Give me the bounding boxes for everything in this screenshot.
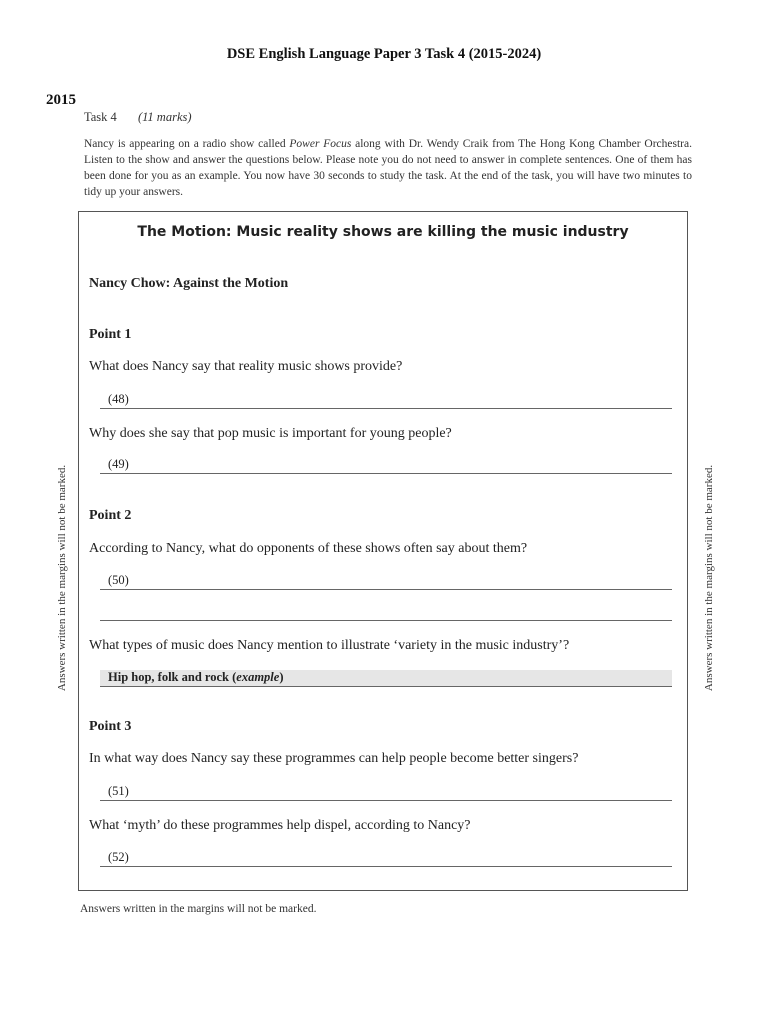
point-3-heading: Point 3 (89, 719, 132, 734)
question-48: What does Nancy say that reality music shows provide? (89, 359, 403, 374)
document-title: DSE English Language Paper 3 Task 4 (2015-2024) (226, 46, 542, 62)
answer-line-50-extra[interactable] (100, 604, 672, 621)
task-header (84, 110, 192, 125)
instructions-text-1: Nancy is appearing on a radio show called (84, 138, 290, 150)
year-heading: 2015 (46, 92, 76, 108)
example-answer: Hip hop, folk and rock (example) (108, 670, 284, 684)
point-1-heading: Point 1 (89, 327, 132, 342)
task-label: Task 4 (84, 110, 117, 124)
answer-line-51[interactable] (100, 784, 672, 801)
question-50: According to Nancy, what do opponents of these shows often say about them? (89, 541, 528, 556)
question-number-49: (49) (108, 457, 129, 471)
question-number-50: (50) (108, 573, 129, 587)
right-margin-note: Answers written in the margins will not be marked. (703, 464, 715, 692)
point-2-heading: Point 2 (89, 508, 132, 523)
question-number-51: (51) (108, 784, 129, 798)
task-marks: (11 marks) (137, 110, 192, 124)
question-49: Why does she say that pop music is important for young people? (89, 426, 452, 441)
footer-note: Answers written in the margins will not be marked. (80, 903, 317, 915)
left-margin-note: Answers written in the margins will not be marked. (56, 464, 68, 692)
question-example: What types of music does Nancy mention to illustrate ‘variety in the music industry’? (89, 638, 570, 653)
question-number-52: (52) (108, 850, 129, 864)
question-51: In what way does Nancy say these programmes can help people become better singers? (89, 751, 579, 766)
example-answer-line (100, 670, 672, 687)
motion-title: The Motion: Music reality shows are killing the music industry (137, 224, 629, 240)
answer-line-50[interactable] (100, 573, 672, 590)
answer-line-48[interactable] (100, 392, 672, 409)
show-name: Power Focus (289, 138, 352, 150)
question-52: What ‘myth’ do these programmes help dispel, according to Nancy? (89, 818, 471, 833)
speaker-heading: Nancy Chow: Against the Motion (89, 276, 289, 291)
answer-line-52[interactable] (100, 850, 672, 867)
question-number-48: (48) (108, 392, 129, 406)
example-marker: example (236, 670, 280, 684)
task-instructions (84, 136, 692, 200)
answer-line-49[interactable] (100, 457, 672, 474)
instructions-text-2: along with Dr. Wendy Craik from The Hong Kong Chamber Orchestra. Listen to the show and answer the questions below. Please note you do not need to answer in complete sentences. One of them has been done for you as an example. You now have 30 seconds to study the task. At the end of the task, you will have two minutes to tidy up your answers. (84, 138, 692, 198)
